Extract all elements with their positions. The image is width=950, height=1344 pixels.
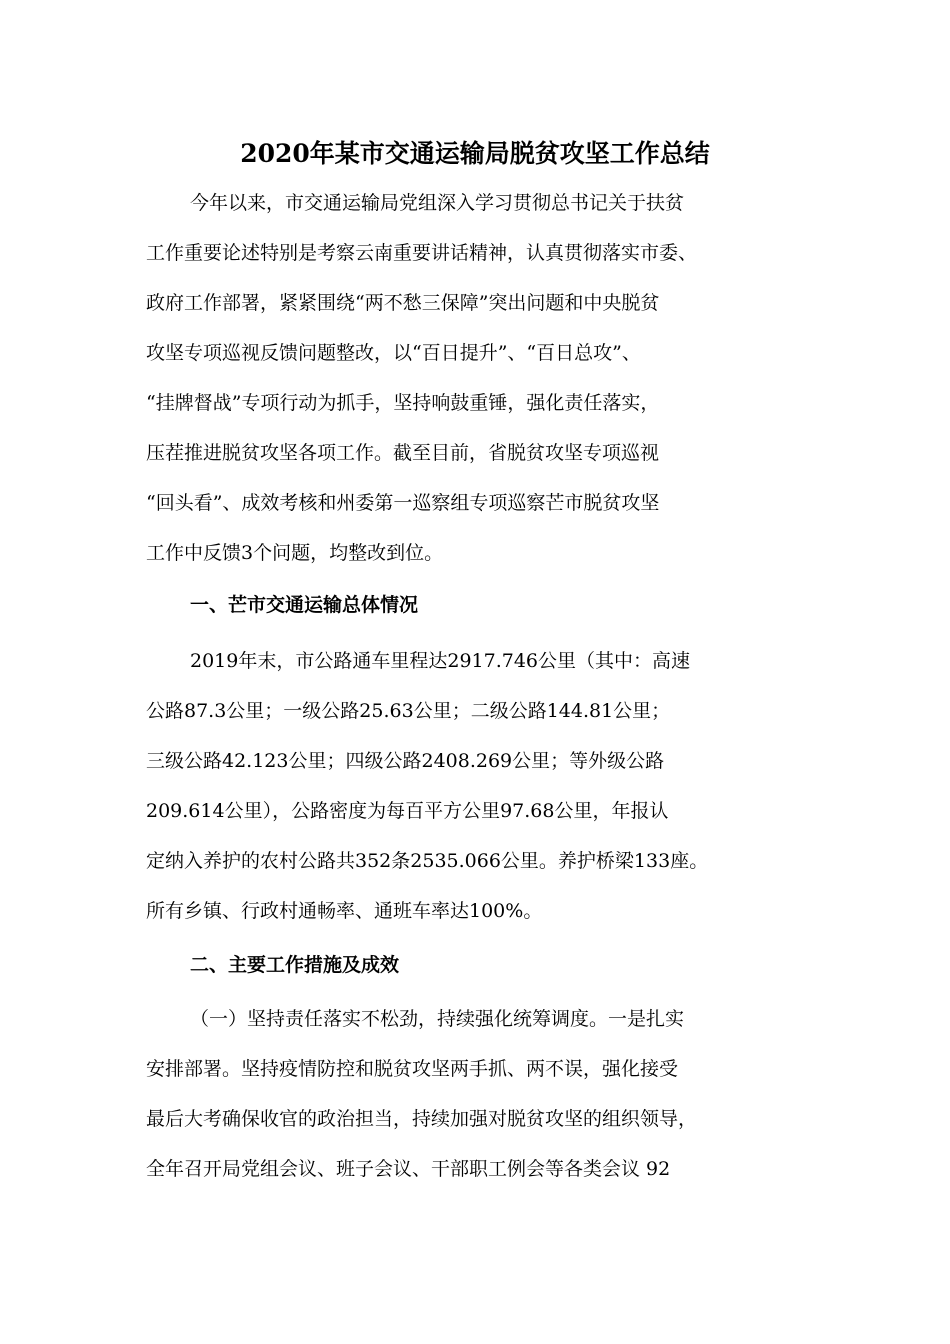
paragraph-line: 公路87.3公里；一级公路25.63公里；二级公路144.81公里； (146, 700, 671, 722)
paragraph-line: “回头看”、成效考核和州委第一巡察组专项巡察芒市脱贫攻坚 (146, 492, 660, 514)
paragraph-line: 最后大考确保收官的政治担当，持续加强对脱贫攻坚的组织领导， (146, 1108, 698, 1130)
section-heading: 一、芒市交通运输总体情况 (190, 594, 419, 616)
paragraph-line: 政府工作部署，紧紧围绕“两不愁三保障”突出问题和中央脱贫 (146, 292, 660, 314)
paragraph-line: 全年召开局党组会议、班子会议、干部职工例会等各类会议 92 (146, 1158, 671, 1180)
paragraph-line: 工作重要论述特别是考察云南重要讲话精神，认真贯彻落实市委、 (146, 242, 698, 264)
paragraph-line: 今年以来，市交通运输局党组深入学习贯彻总书记关于扶贫 (190, 192, 685, 214)
paragraph-line: “挂牌督战”专项行动为抓手，坚持响鼓重锤，强化责任落实， (146, 392, 660, 414)
paragraph-line: （一）坚持责任落实不松劲，持续强化统筹调度。一是扎实 (190, 1008, 685, 1030)
section-heading: 二、主要工作措施及成效 (190, 954, 400, 976)
paragraph-line: 压茬推进脱贫攻坚各项工作。截至目前，省脱贫攻坚专项巡视 (146, 442, 660, 464)
paragraph-line: 2019年末，市公路通车里程达2917.746公里（其中：高速 (190, 650, 691, 672)
paragraph-line: 所有乡镇、行政村通畅率、通班车率达100%。 (146, 900, 543, 922)
paragraph-line: 工作中反馈3个问题，均整改到位。 (146, 542, 444, 564)
document-title: 2020年某市交通运输局脱贫攻坚工作总结 (240, 139, 710, 168)
paragraph-line: 三级公路42.123公里；四级公路2408.269公里；等外级公路 (146, 750, 665, 772)
paragraph-line: 安排部署。坚持疫情防控和脱贫攻坚两手抓、两不误，强化接受 (146, 1058, 679, 1080)
paragraph-line: 攻坚专项巡视反馈问题整改，以“百日提升”、“百日总攻”、 (146, 342, 641, 364)
paragraph-line: 定纳入养护的农村公路共352条2535.066公里。养护桥梁133座。 (146, 850, 709, 872)
paragraph-line: 209.614公里），公路密度为每百平方公里97.68公里，年报认 (146, 800, 669, 822)
